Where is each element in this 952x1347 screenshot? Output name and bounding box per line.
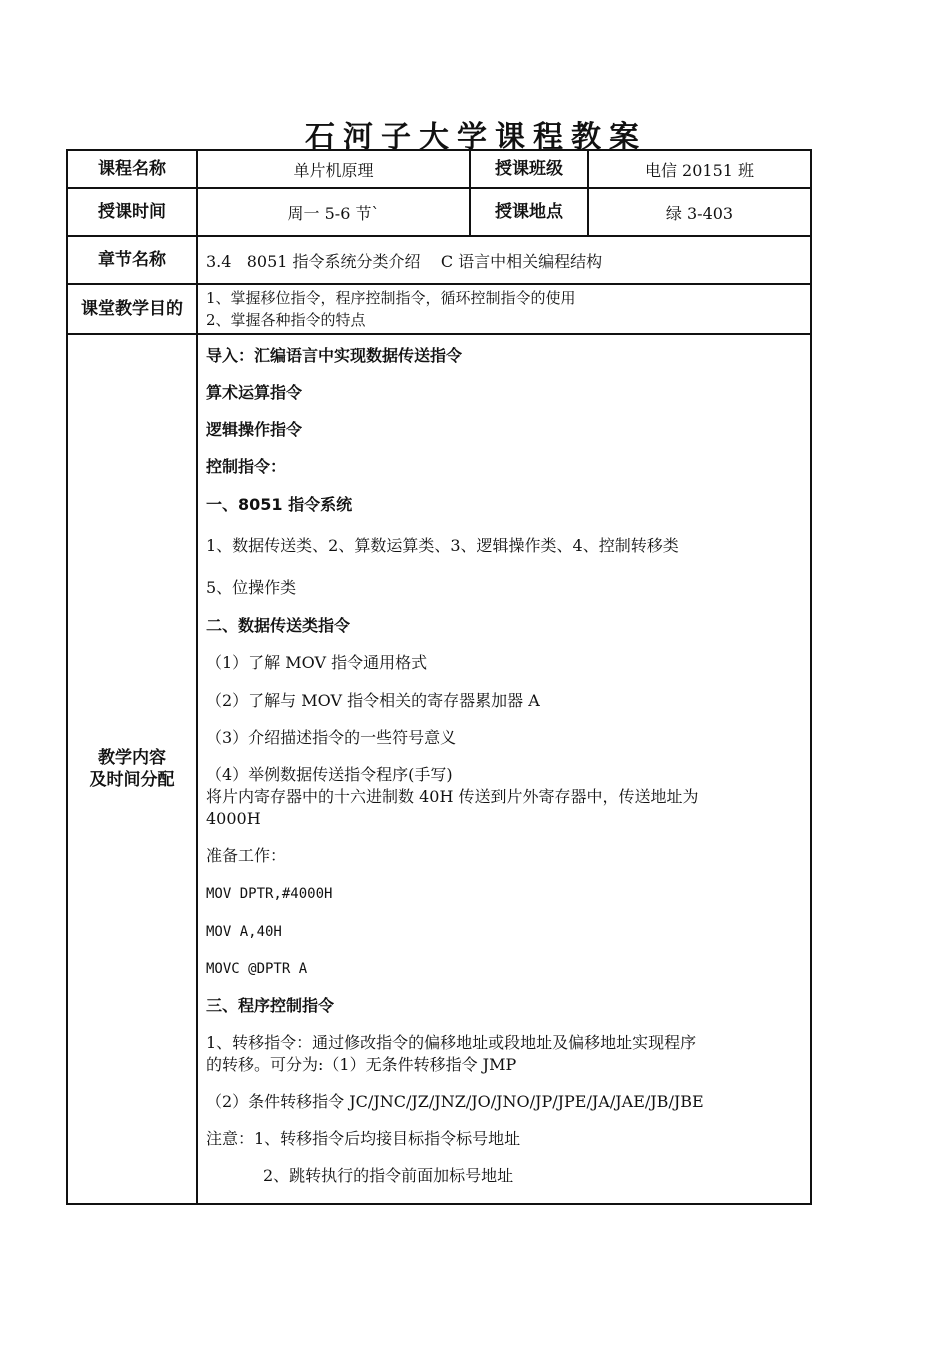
section-heading: 二、数据传送类指令 [206,616,351,635]
document-title: 石河子大学课程教案 [305,120,647,155]
chapter-value: 3.4 8051 指令系统分类介绍 C 语言中相关编程结构 [197,236,811,284]
code-line: MOV DPTR,#4000H [206,886,333,902]
course-name-label: 课程名称 [67,150,197,188]
place-value: 绿 3-403 [588,188,811,236]
content-line: 2、跳转执行的指令前面加标号地址 [263,1166,514,1185]
content-line: （3）介绍描述指令的一些符号意义 [206,728,457,747]
content-line: （2）条件转移指令 JC/JNC/JZ/JNZ/JO/JNO/JP/JPE/JA/JAE/JB/JBE [206,1092,704,1111]
code-line: MOV A,40H [206,924,282,940]
content-line: 控制指令： [206,457,287,476]
content-line: 1、转移指令：通过修改指令的偏移地址或段地址及偏移地址实现程序 [206,1033,697,1052]
section-heading: 一、8051 指令系统 [206,495,353,514]
content-line: 5、位操作类 [206,578,297,597]
content-line: 逻辑操作指令 [206,420,303,439]
content-label-line-1: 教学内容 [98,748,166,768]
goal-line-1: 1、掌握移位指令，程序控制指令，循环控制指令的使用 [206,289,576,307]
code-line: MOVC @DPTR A [206,961,308,977]
time-label: 授课时间 [67,188,197,236]
course-name-value: 单片机原理 [197,150,470,188]
content-line: 注意：1、转移指令后均接目标指令标号地址 [206,1129,521,1148]
content-label [67,334,197,1204]
lesson-plan-table [66,149,812,1205]
content-line: 算术运算指令 [206,383,303,402]
content-line: （1）了解 MOV 指令通用格式 [206,653,428,672]
content-body [197,334,811,1204]
content-line: 4000H [206,809,261,828]
content-line: （4）举例数据传送指令程序(手写) [206,765,453,784]
class-label: 授课班级 [470,150,588,188]
place-label: 授课地点 [470,188,588,236]
content-line: 的转移。可分为:（1）无条件转移指令 JMP [206,1055,517,1074]
goal-text [197,284,811,334]
content-line: 将片内寄存器中的十六进制数 40H 传送到片外寄存器中，传送地址为 [206,787,699,806]
section-heading: 三、程序控制指令 [206,996,335,1015]
content-label-line-2: 及时间分配 [89,770,175,790]
chapter-label: 章节名称 [67,236,197,284]
content-line: 导入：汇编语言中实现数据传送指令 [206,346,463,365]
goal-line-2: 2、掌握各种指令的特点 [206,311,366,329]
content-line: 准备工作： [206,846,287,865]
goal-label: 课堂教学目的 [67,284,197,334]
class-value: 电信 20151 班 [588,150,811,188]
content-line: 1、数据传送类、2、算数运算类、3、逻辑操作类、4、控制转移类 [206,536,679,555]
time-value: 周一 5-6 节` [197,188,470,236]
content-line: （2）了解与 MOV 指令相关的寄存器累加器 A [206,691,540,710]
